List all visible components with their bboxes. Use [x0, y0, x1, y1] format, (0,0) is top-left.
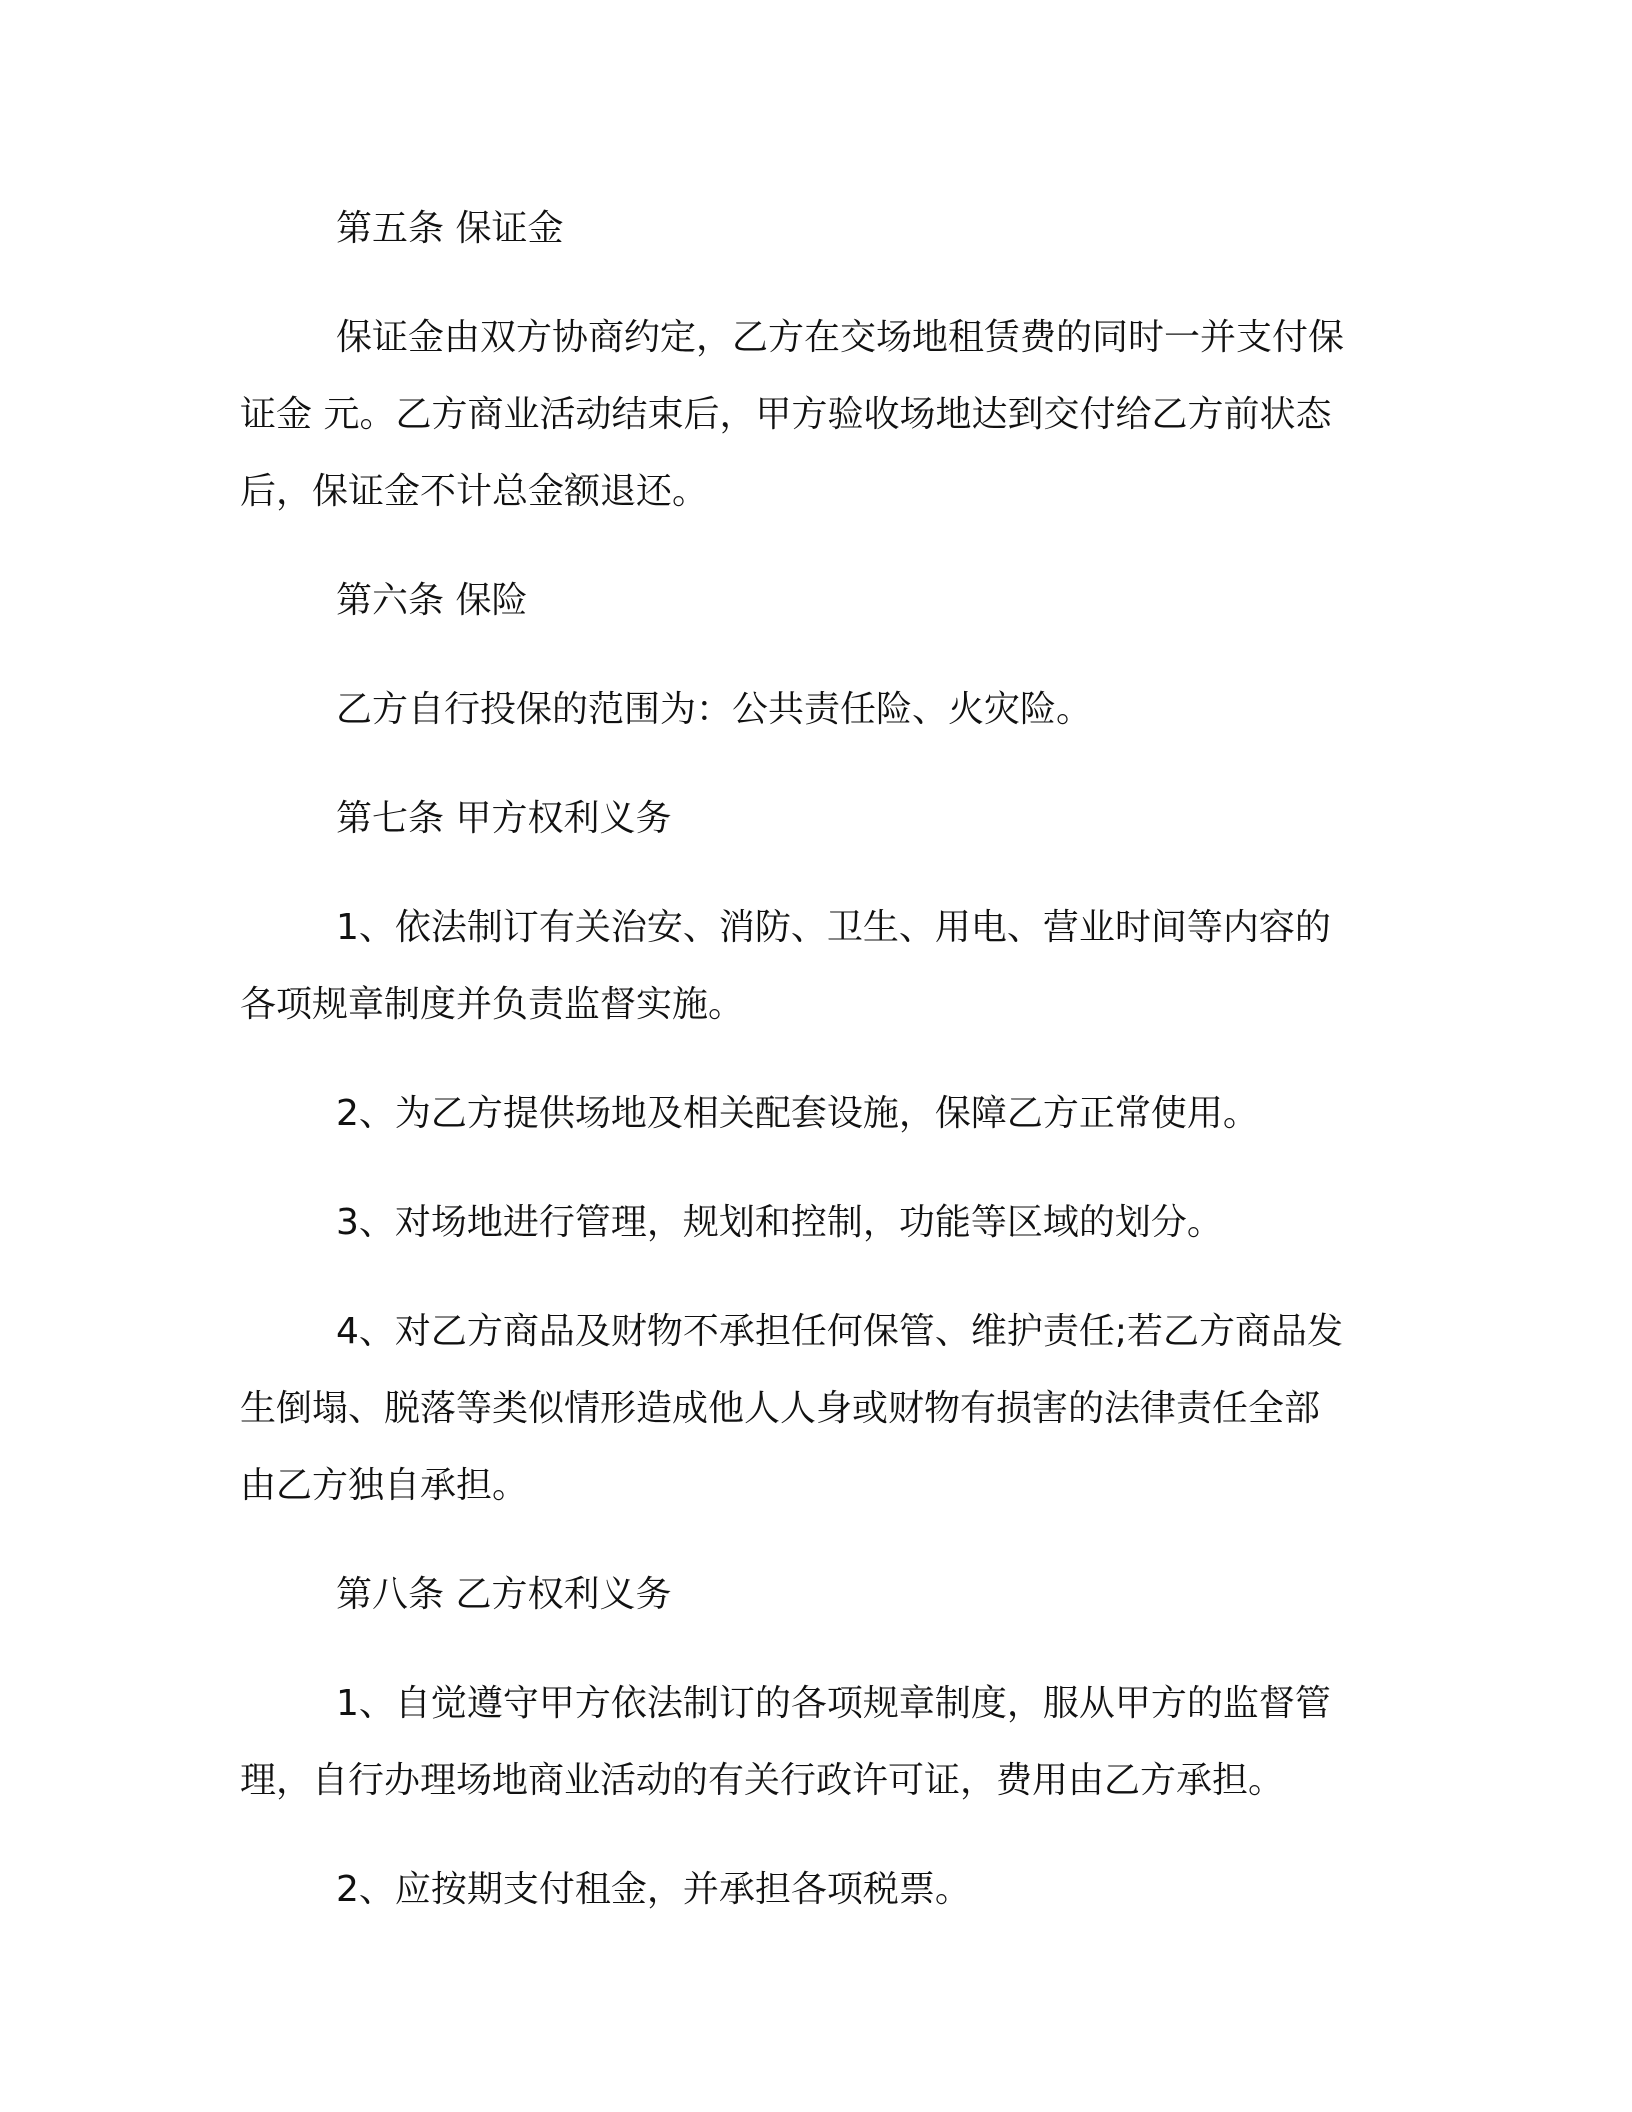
paragraph-line: 乙方自行投保的范围为：公共责任险、火灾险。	[336, 689, 1093, 730]
article-7-item-3	[240, 1184, 1400, 1261]
heading-line: 第六条 保险	[336, 580, 528, 621]
paragraph-line: 后，保证金不计总金额退还。	[240, 471, 709, 512]
article-8-heading	[240, 1556, 1400, 1633]
paragraph-line: 4、对乙方商品及财物不承担任何保管、维护责任;若乙方商品发	[336, 1311, 1344, 1352]
paragraph-line: 各项规章制度并负责监督实施。	[240, 984, 745, 1025]
heading-line: 第五条 保证金	[336, 208, 564, 249]
paragraph-line: 理，自行办理场地商业活动的有关行政许可证，费用由乙方承担。	[240, 1760, 1285, 1801]
paragraph-line: 生倒塌、脱落等类似情形造成他人人身或财物有损害的法律责任全部	[240, 1388, 1321, 1429]
paragraph-line: 2、为乙方提供场地及相关配套设施，保障乙方正常使用。	[336, 1093, 1259, 1134]
paragraph-line: 1、依法制订有关治安、消防、卫生、用电、营业时间等内容的	[336, 907, 1331, 948]
heading-line: 第八条 乙方权利义务	[336, 1574, 672, 1615]
article-7-item-2	[240, 1075, 1400, 1152]
article-8-item-1	[240, 1665, 1400, 1819]
article-5-heading	[240, 190, 1400, 267]
paragraph-line: 3、对场地进行管理，规划和控制，功能等区域的划分。	[336, 1202, 1223, 1243]
document-page	[240, 190, 1400, 1928]
article-5-paragraph	[240, 299, 1400, 530]
paragraph-line: 证金 元。乙方商业活动结束后，甲方验收场地达到交付给乙方前状态	[240, 394, 1332, 435]
paragraph-line: 保证金由双方协商约定，乙方在交场地租赁费的同时一并支付保	[336, 317, 1345, 358]
paragraph-line: 由乙方独自承担。	[240, 1465, 529, 1506]
article-6-paragraph	[240, 671, 1400, 748]
article-7-heading	[240, 780, 1400, 857]
article-8-item-2	[240, 1851, 1400, 1928]
paragraph-line: 2、应按期支付租金，并承担各项税票。	[336, 1869, 971, 1910]
paragraph-line: 1、自觉遵守甲方依法制订的各项规章制度，服从甲方的监督管	[336, 1683, 1331, 1724]
heading-line: 第七条 甲方权利义务	[336, 798, 672, 839]
article-6-heading	[240, 562, 1400, 639]
article-7-item-1	[240, 889, 1400, 1043]
article-7-item-4	[240, 1293, 1400, 1524]
